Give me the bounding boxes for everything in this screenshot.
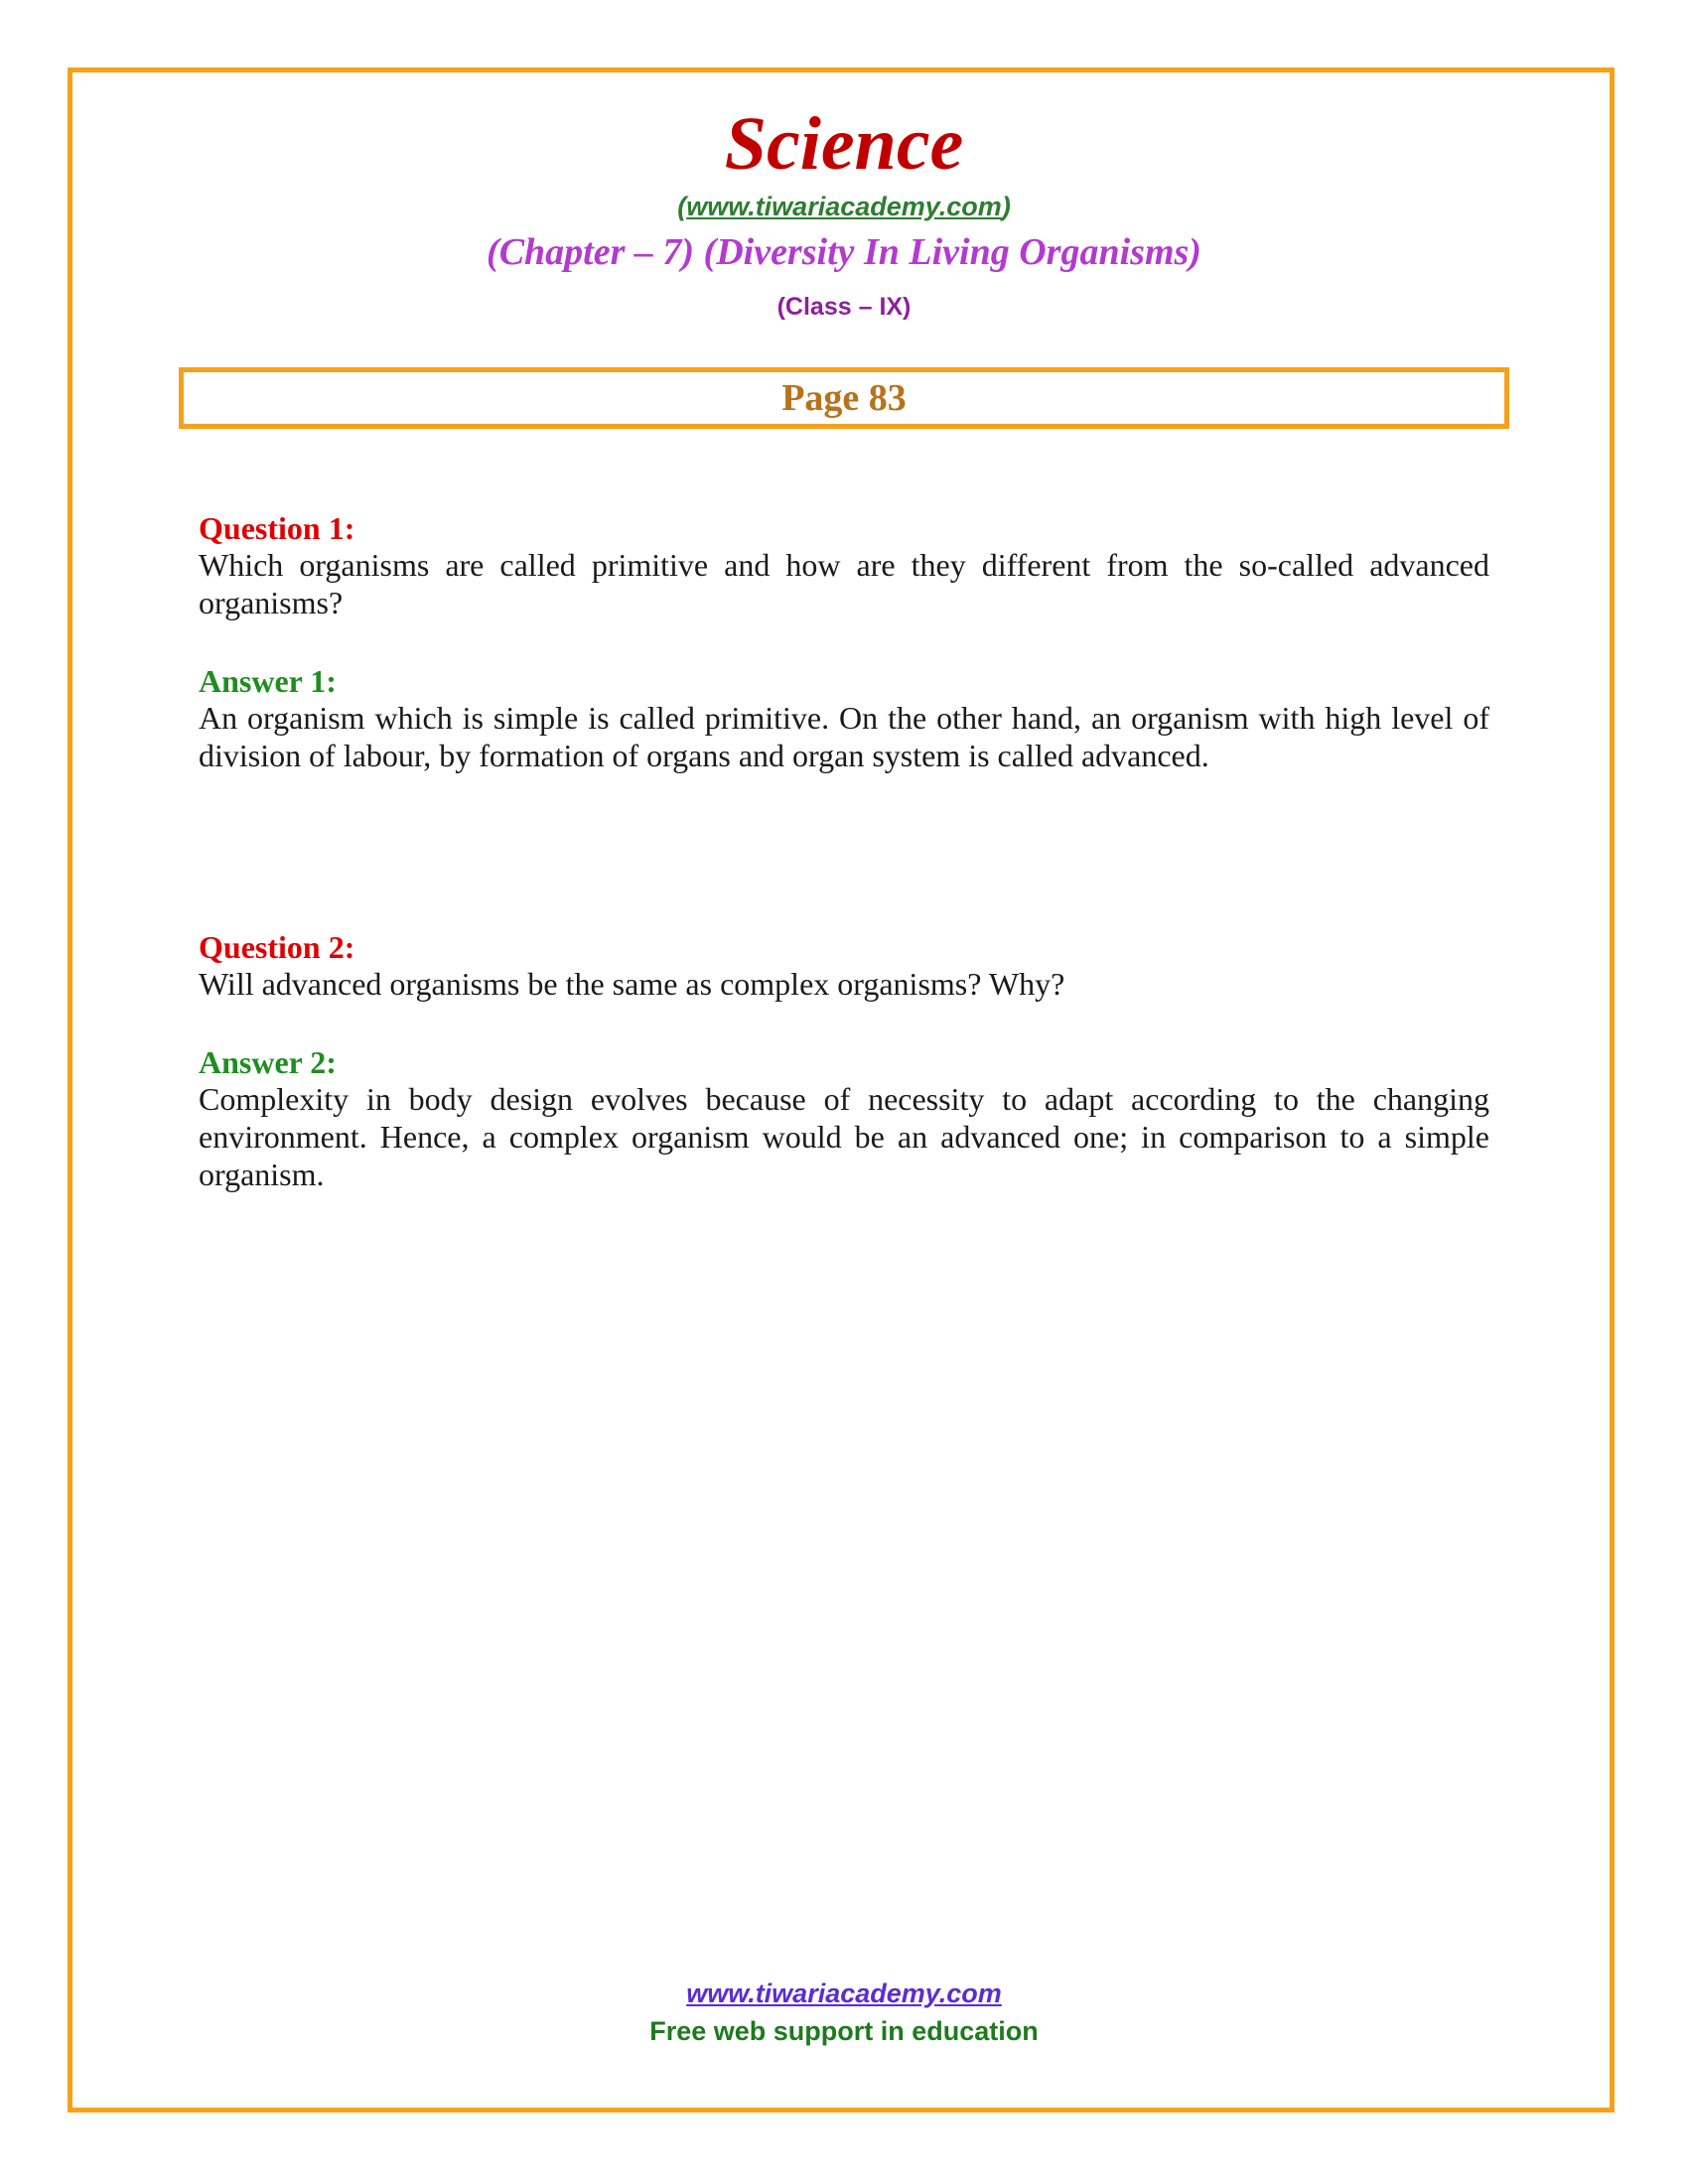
footer-website-link[interactable]: www.tiwariacademy.com [686, 1979, 1002, 2008]
header-website [0, 189, 1688, 224]
header-website-suffix: ) [1001, 192, 1011, 221]
question-1-label: Question 1: [199, 510, 355, 546]
chapter-heading: (Chapter – 7) (Diversity In Living Organisms) [487, 231, 1201, 273]
question-2-label: Question 2: [199, 929, 355, 965]
class-label: (Class – IX) [776, 293, 912, 321]
footer-tagline: Free web support in education [649, 2016, 1039, 2046]
answer-2-label: Answer 2: [199, 1044, 337, 1080]
answer-1-label: Answer 1: [199, 663, 337, 699]
answer-1-text: An organism which is simple is called primitive. On the other hand, an organism with high level of division of labour, by formation of organs and organ system is called advanced. [199, 700, 1489, 773]
question-1-text: Which organisms are called primitive and how are they different from the so-called advanced organisms? [199, 547, 1489, 620]
page-title: Science [724, 102, 964, 186]
answer-2-text: Complexity in body design evolves because of necessity to adapt according to the changing environment. Hence, a complex organism would be an advanced one; in comparison to a simple organism. [199, 1081, 1489, 1192]
question-2-text: Will advanced organisms be the same as complex organisms? Why? [199, 966, 1065, 1002]
header-website-prefix: ( [677, 192, 687, 221]
header-website-link[interactable]: www.tiwariacademy.com [686, 192, 1002, 221]
page-number-box: Page 83 [179, 367, 1509, 429]
